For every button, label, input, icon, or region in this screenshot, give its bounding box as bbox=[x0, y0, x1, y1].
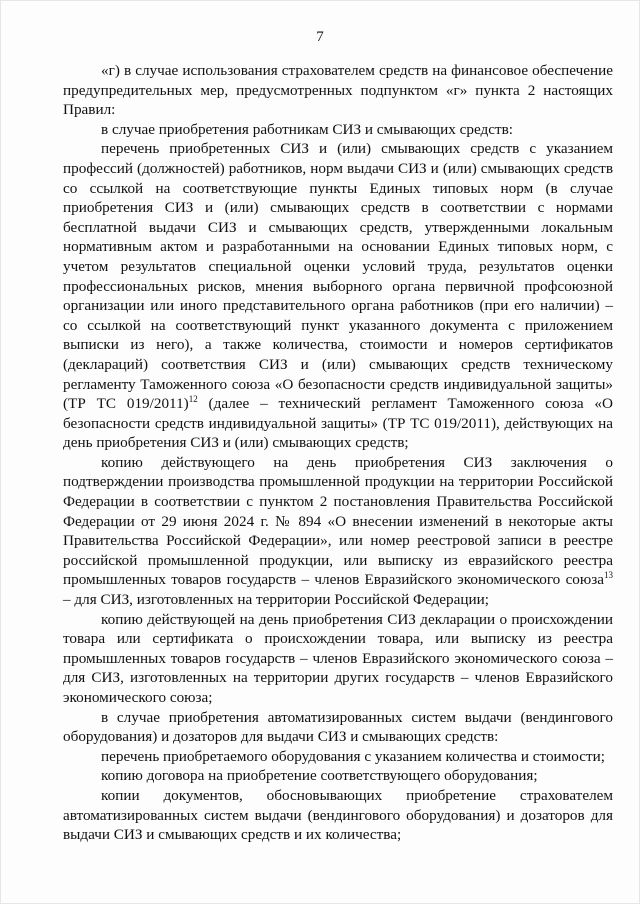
paragraph-ppe-list-text-a: перечень приобретенных СИЗ и (или) смывающих средств с указанием профессий (должностей) работников, норм выдачи СИЗ и (или) смывающих средств со ссылкой на соответствующие пункты Единых типовых норм (в случае приобретения СИЗ и (или) смывающих средств в соответствии с нормами бесплатной выдачи СИЗ и смывающих средств, утвержденными локальным нормативным актом и разработанными на основании Единых типовых норм, с учетом результатов специальной оценки условий труда, результатов оценки профессиональных рисков, мнения выборного органа первичной профсоюзной организации или иного представительного органа работников (при его наличии) – со ссылкой на соответствующий пункт указанного документа с приложением выписки из него), а также количества, стоимости и номеров сертификатов (деклараций) соответствия СИЗ и (или) смывающих средств техническому регламенту Таможенного союза «О безопасности средств индивидуальной защиты» (ТР ТС 019/2011) bbox=[63, 140, 613, 413]
paragraph-conclusion-copy bbox=[63, 453, 613, 610]
paragraph-ppe-purchase-heading: в случае приобретения работникам СИЗ и смывающих средств: bbox=[101, 120, 513, 138]
footnote-ref-12: 12 bbox=[188, 394, 198, 405]
footnote-ref-13: 13 bbox=[604, 570, 613, 581]
page-number: 7 bbox=[316, 29, 324, 45]
paragraph-declaration-copy: копию действующей на день приобретения СИЗ декларации о происхождении товара или сертификата о происхождении товара, или выписку из реестра промышленных товаров государств – членов Евразийского экономического союза – для СИЗ, изготовленных на территории других государств – членов Евразийского экономического союза; bbox=[63, 610, 613, 706]
paragraph-conclusion-copy-text-a: копию действующего на день приобретения СИЗ заключения о подтверждении производства промышленной продукции на территории Российской Федерации в соответствии с пунктом 2 постановления Правительства Российской Федерации от 29 июня 2024 г. № 894 «О внесении изменений в некоторые акты Правительства Российской Федерации», или номер реестровой записи в реестре российской промышленной продукции, или выписку из евразийского реестра промышленных товаров государств – членов Евразийского экономического союза bbox=[63, 453, 613, 589]
paragraph-justification-docs: копии документов, обосновывающих приобретение страхователем автоматизированных систем выдачи (вендингового оборудования) и дозаторов для выдачи СИЗ и смывающих средств и их количества; bbox=[63, 786, 613, 844]
paragraph-ppe-list bbox=[63, 139, 613, 453]
document-body bbox=[63, 61, 613, 845]
paragraph-subpoint-g: «г) в случае использования страхователем средств на финансовое обеспечение предупредительных мер, предусмотренных подпунктом «г» пункта 2 настоящих Правил: bbox=[63, 62, 613, 119]
paragraph-equipment-heading: в случае приобретения автоматизированных систем выдачи (вендингового оборудования) и дозаторов для выдачи СИЗ и смывающих средств: bbox=[63, 708, 613, 746]
paragraph-conclusion-copy-text-b: – для СИЗ, изготовленных на территории Российской Федерации; bbox=[63, 591, 489, 609]
paragraph-equipment-list: перечень приобретаемого оборудования с указанием количества и стоимости; bbox=[101, 747, 605, 765]
paragraph-contract-copy: копию договора на приобретение соответствующего оборудования; bbox=[101, 767, 538, 785]
paragraph-ppe-list-text-b: (далее – технический регламент Таможенного союза «О безопасности средств индивидуальной защиты» (ТР ТС 019/2011), действующих на день приобретения СИЗ и (или) смывающих средств; bbox=[63, 395, 613, 452]
